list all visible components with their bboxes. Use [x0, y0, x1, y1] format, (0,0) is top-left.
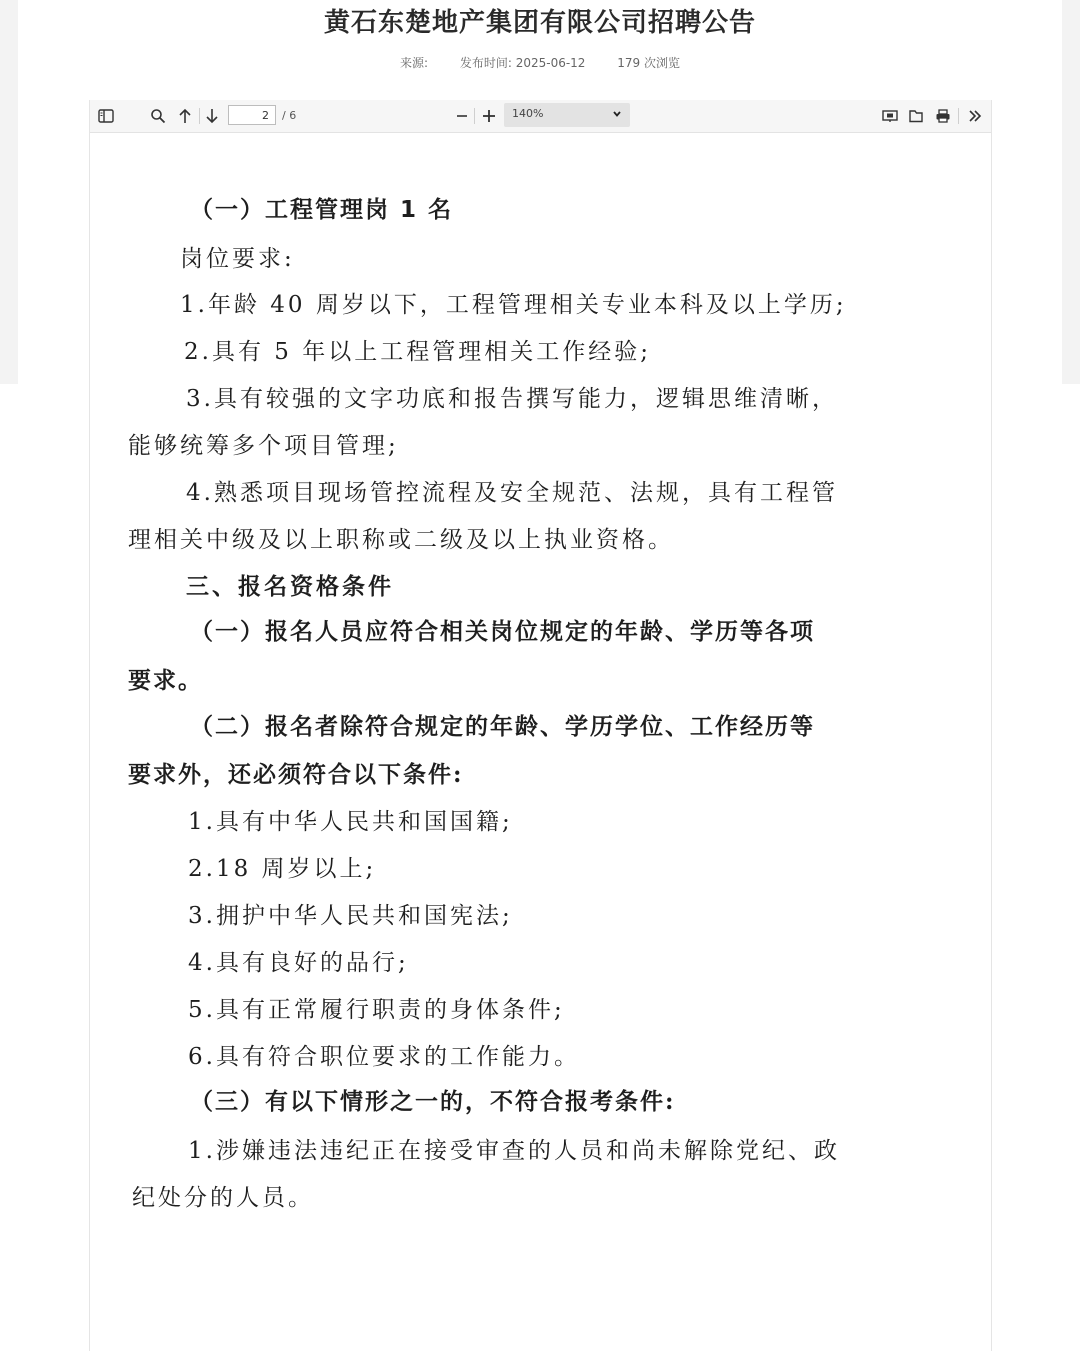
pdf-viewer: [89, 100, 992, 1351]
document-line: 4.熟悉项目现场管控流程及安全规范、法规，具有工程管: [186, 480, 838, 506]
document-line: 3.具有较强的文字功底和报告撰写能力，逻辑思维清晰，: [186, 386, 838, 412]
document-line: 1.涉嫌违法违纪正在接受审查的人员和尚未解除党纪、政: [188, 1138, 840, 1164]
document-line: 理相关中级及以上职称或二级及以上执业资格。: [128, 527, 674, 553]
zoom-out-icon[interactable]: [453, 106, 471, 126]
document-line: 2.具有 5 年以上工程管理相关工作经验;: [184, 339, 651, 365]
source-label: 来源:: [399, 56, 429, 70]
publish-date: 发布时间: 2025-06-12: [459, 56, 586, 70]
document-line: 3.拥护中华人民共和国宪法;: [188, 903, 513, 929]
more-tools-icon[interactable]: [965, 106, 985, 126]
chevron-down-icon: [612, 108, 622, 123]
page-number-input[interactable]: [228, 105, 276, 125]
document-line: 6.具有符合职位要求的工作能力。: [188, 1044, 580, 1070]
toolbar-divider: [199, 108, 200, 124]
document-line: （二）报名者除符合规定的年龄、学历学位、工作经历等: [190, 713, 815, 740]
zoom-in-icon[interactable]: [479, 106, 499, 126]
document-line: 纪处分的人员。: [132, 1185, 314, 1211]
document-line: （一）工程管理岗 1 名: [190, 197, 454, 223]
pdf-toolbar: [90, 100, 991, 133]
next-page-icon[interactable]: [203, 106, 221, 126]
section-heading: 三、报名资格条件: [186, 574, 394, 600]
document-line: 4.具有良好的品行;: [188, 950, 409, 976]
toolbar-divider: [474, 108, 475, 124]
document-line: 1.年龄 40 周岁以下，工程管理相关专业本科及以上学历;: [180, 292, 847, 318]
article-meta: [0, 54, 1080, 71]
document-line: （三）有以下情形之一的，不符合报考条件:: [190, 1088, 676, 1115]
presentation-mode-icon[interactable]: [880, 106, 900, 126]
open-file-icon[interactable]: [906, 106, 926, 126]
document-line: 1.具有中华人民共和国国籍;: [188, 809, 513, 835]
previous-page-icon[interactable]: [176, 106, 194, 126]
document-page: [90, 133, 991, 1351]
document-line: 能够统筹多个项目管理;: [128, 433, 399, 459]
document-line: 5.具有正常履行职责的身体条件;: [188, 997, 565, 1023]
sidebar-toggle-icon[interactable]: [96, 106, 116, 126]
document-line: 要求外，还必须符合以下条件:: [128, 761, 464, 788]
document-line: 要求。: [128, 667, 203, 694]
toolbar-divider: [958, 108, 959, 124]
zoom-select[interactable]: [504, 103, 630, 127]
print-icon[interactable]: [933, 106, 953, 126]
view-count: 179 次浏览: [617, 56, 681, 70]
page-title: 黄石东楚地产集团有限公司招聘公告: [323, 8, 756, 38]
zoom-value: 140%: [512, 107, 544, 120]
page-total: / 6: [282, 109, 297, 122]
document-line: 岗位要求:: [180, 246, 295, 272]
document-line: 2.18 周岁以上;: [188, 856, 377, 882]
document-line: （一）报名人员应符合相关岗位规定的年龄、学历等各项: [190, 618, 815, 645]
search-icon[interactable]: [148, 106, 168, 126]
